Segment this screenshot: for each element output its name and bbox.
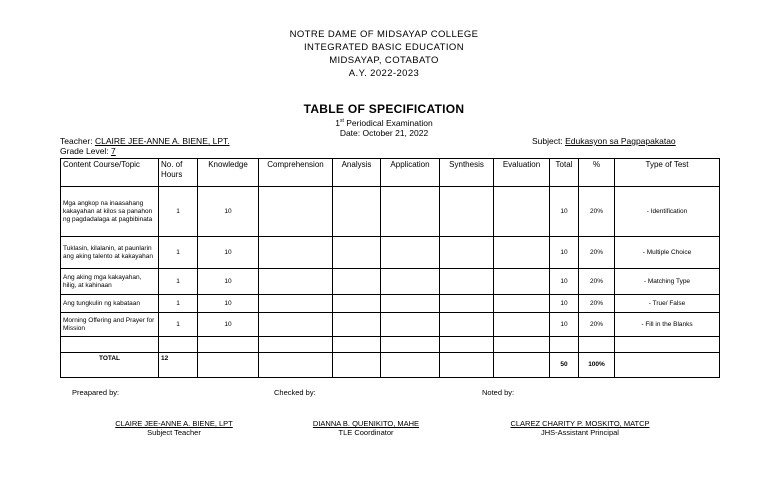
checked-signatory — [276, 419, 456, 437]
checked-name: DIANNA B. QUENIKITO, MAHE — [312, 419, 420, 428]
application-cell — [381, 269, 440, 295]
subject-value: Edukasyon sa Pagpapakatao — [565, 136, 676, 146]
table-row — [61, 313, 720, 337]
noted-role: JHS-Assistant Principal — [541, 428, 619, 437]
hours-cell: 1 — [159, 295, 198, 313]
percent-cell: 20% — [579, 295, 615, 313]
knowledge-cell: 10 — [198, 187, 259, 237]
topic-cell: Morning Offering and Prayer for Mission — [61, 313, 159, 337]
col-header-application: Application — [381, 159, 440, 187]
topic-cell: Mga angkop na inaasahang kakayahan at kilos sa panahon ng pagdadalaga at pagbibinata — [61, 187, 159, 237]
application-cell — [381, 187, 440, 237]
document-title-block — [0, 102, 768, 138]
table-row — [61, 269, 720, 295]
hours-cell: 1 — [159, 269, 198, 295]
hours-cell: 1 — [159, 187, 198, 237]
col-header-analysis: Analysis — [333, 159, 381, 187]
application-cell — [381, 313, 440, 337]
comprehension-cell — [259, 237, 333, 269]
academic-year: A.Y. 2022-2023 — [348, 68, 420, 79]
synthesis-cell — [440, 237, 494, 269]
topic-cell: Ang tungkulin ng kabataan — [61, 295, 159, 313]
type-cell: - Identification — [615, 187, 720, 237]
document-title: TABLE OF SPECIFICATION — [303, 102, 465, 116]
knowledge-cell: 10 — [198, 313, 259, 337]
knowledge-cell: 10 — [198, 295, 259, 313]
analysis-cell — [333, 313, 381, 337]
evaluation-cell — [494, 237, 550, 269]
grand-percent: 100% — [579, 353, 615, 378]
table-row — [61, 187, 720, 237]
prepared-signatory — [84, 419, 264, 437]
col-header-knowledge: Knowledge — [198, 159, 259, 187]
percent-cell: 20% — [579, 187, 615, 237]
subject-label: Subject: — [532, 136, 566, 146]
analysis-cell — [333, 269, 381, 295]
comprehension-cell — [259, 295, 333, 313]
topic-cell: Ang aking mga kakayahan, hilig, at kahinaan — [61, 269, 159, 295]
school-address: MIDSAYAP, COTABATO — [329, 55, 439, 66]
evaluation-cell — [494, 187, 550, 237]
school-name: NOTRE DAME OF MIDSAYAP COLLEGE — [289, 29, 479, 40]
knowledge-cell: 10 — [198, 237, 259, 269]
prepared-role: Subject Teacher — [147, 428, 201, 437]
col-header-hours: No. of Hours — [159, 159, 198, 187]
empty-row — [61, 337, 720, 353]
checked-by-label: Checked by: — [274, 388, 316, 397]
grade-value: 7 — [111, 146, 116, 156]
percent-cell: 20% — [579, 269, 615, 295]
prepared-by-label: Preapared by: — [72, 388, 120, 397]
analysis-cell — [333, 295, 381, 313]
col-header-type: Type of Test — [615, 159, 720, 187]
type-cell: - Fill in the Blanks — [615, 313, 720, 337]
col-header-topic: Content Course/Topic — [61, 159, 159, 187]
percent-cell: 20% — [579, 313, 615, 337]
specification-table — [60, 158, 720, 378]
table-row — [61, 295, 720, 313]
total-hours: 12 — [159, 353, 198, 378]
evaluation-cell — [494, 295, 550, 313]
col-header-comprehension: Comprehension — [259, 159, 333, 187]
grand-total: 50 — [550, 353, 579, 378]
teacher-value: CLAIRE JEE-ANNE A. BIENE, LPT. — [94, 136, 230, 146]
noted-name: CLAREZ CHARITY P. MOSKITO, MATCP — [510, 419, 650, 428]
comprehension-cell — [259, 269, 333, 295]
school-header — [0, 28, 768, 80]
col-header-total: Total — [550, 159, 579, 187]
synthesis-cell — [440, 313, 494, 337]
total-cell: 10 — [550, 295, 579, 313]
col-header-percent: % — [579, 159, 615, 187]
noted-by-label: Noted by: — [482, 388, 515, 397]
total-cell: 10 — [550, 237, 579, 269]
evaluation-cell — [494, 269, 550, 295]
synthesis-cell — [440, 269, 494, 295]
comprehension-cell — [259, 187, 333, 237]
grade-line — [60, 146, 116, 156]
type-cell: - Multiple Choice — [615, 237, 720, 269]
total-cell: 10 — [550, 313, 579, 337]
teacher-line — [60, 136, 230, 146]
total-label: TOTAL — [61, 353, 159, 378]
percent-cell: 20% — [579, 237, 615, 269]
teacher-label: Teacher: — [60, 136, 95, 146]
exam-name: 1st Periodical Examination — [335, 117, 433, 128]
checked-role: TLE Coordinator — [338, 428, 394, 437]
comprehension-cell — [259, 313, 333, 337]
knowledge-cell: 10 — [198, 269, 259, 295]
application-cell — [381, 295, 440, 313]
table-header-row — [61, 159, 720, 187]
total-row — [61, 353, 720, 378]
department-name: INTEGRATED BASIC EDUCATION — [304, 42, 464, 53]
subject-line — [532, 136, 676, 146]
total-cell: 10 — [550, 269, 579, 295]
prepared-name: CLAIRE JEE-ANNE A. BIENE, LPT — [115, 419, 233, 428]
total-cell: 10 — [550, 187, 579, 237]
grade-label: Grade Level: — [60, 146, 112, 156]
col-header-evaluation: Evaluation — [494, 159, 550, 187]
type-cell: - Matching Type — [615, 269, 720, 295]
type-cell: - True/ False — [615, 295, 720, 313]
synthesis-cell — [440, 295, 494, 313]
analysis-cell — [333, 237, 381, 269]
analysis-cell — [333, 187, 381, 237]
noted-signatory — [480, 419, 680, 437]
exam-date: Date: October 21, 2022 — [339, 127, 429, 138]
hours-cell: 1 — [159, 237, 198, 269]
table-row — [61, 237, 720, 269]
synthesis-cell — [440, 187, 494, 237]
topic-cell: Tuklasin, kilalanin, at paunlarin ang aking talento at kakayahan — [61, 237, 159, 269]
evaluation-cell — [494, 313, 550, 337]
application-cell — [381, 237, 440, 269]
hours-cell: 1 — [159, 313, 198, 337]
col-header-synthesis: Synthesis — [440, 159, 494, 187]
